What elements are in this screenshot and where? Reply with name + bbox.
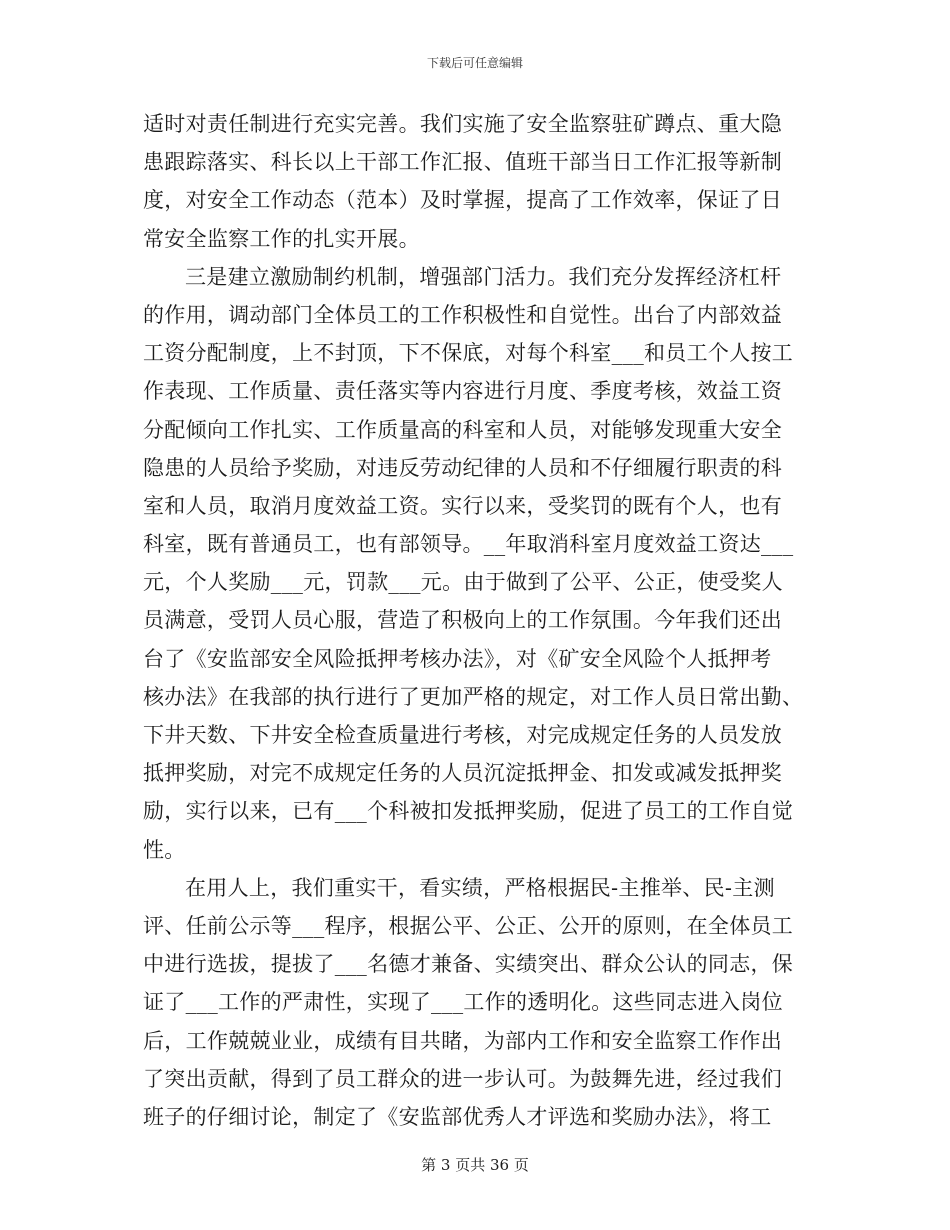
paragraph-2-line: 抵押奖励，对完不成规定任务的人员沉淀抵押金、扣发或减发抵押奖 — [143, 761, 782, 786]
paragraph-2-line: 工资分配制度，上不封顶，下不保底，对每个科室___和员工个人按工 — [143, 341, 794, 366]
paragraph-2-line: 隐患的人员给予奖励，对违反劳动纪律的人员和不仔细履行职责的科 — [143, 455, 782, 480]
paragraph-2-line: 的作用，调动部门全体员工的工作积极性和自觉性。出台了内部效益 — [143, 302, 782, 327]
paragraph-2-line: 科室，既有普通员工，也有部领导。__年取消科室月度效益工资达___ — [143, 532, 794, 557]
paragraph-2-line: 元，个人奖励___元，罚款___元。由于做到了公平、公正，使受奖人 — [143, 570, 783, 595]
paragraph-2-line: 室和人员，取消月度效益工资。实行以来，受奖罚的既有个人，也有 — [143, 493, 782, 518]
paragraph-2-line: 三是建立激励制约机制，增强部门活力。我们充分发挥经济杠杆 — [185, 264, 782, 289]
paragraph-1-line: 患跟踪落实、科长以上干部工作汇报、值班干部当日工作汇报等新制 — [143, 150, 782, 175]
paragraph-3-line: 班子的仔细讨论，制定了《安监部优秀人才评选和奖励办法》，将工 — [143, 1104, 772, 1129]
page-footer: 第 3 页共 36 页 — [421, 1156, 529, 1174]
paragraph-3-line: 了突出贡献，得到了员工群众的进一步认可。为鼓舞先进，经过我们 — [143, 1066, 782, 1091]
paragraph-3-line: 后，工作兢兢业业，成绩有目共睹，为部内工作和安全监察工作作出 — [143, 1028, 782, 1053]
document-body — [143, 105, 805, 1136]
paragraph-2-line: 员满意，受罚人员心服，营造了积极向上的工作氛围。今年我们还出 — [143, 608, 782, 633]
paragraph-2-line: 作表现、工作质量、责任落实等内容进行月度、季度考核，效益工资 — [143, 379, 782, 404]
paragraph-1-line: 度，对安全工作动态（范本）及时掌握，提高了工作效率，保证了日 — [143, 188, 782, 213]
paragraph-3-line: 中进行选拔，提拔了___名德才兼备、实绩突出、群众公认的同志，保 — [143, 952, 794, 977]
paragraph-2-line: 核办法》在我部的执行进行了更加严格的规定，对工作人员日常出勤、 — [143, 684, 804, 709]
paragraph-2-line: 下井天数、下井安全检查质量进行考核，对完成规定任务的人员发放 — [143, 723, 782, 747]
paragraph-2-line: 台了《安监部安全风险抵押考核办法》，对《矿安全风险个人抵押考 — [143, 646, 772, 671]
paragraph-3-line: 在用人上，我们重实干，看实绩，严格根据民-主推举、民-主测 — [185, 875, 775, 900]
page-header: 下载后可任意编辑 — [426, 56, 523, 70]
paragraph-1-line: 常安全监察工作的扎实开展。 — [143, 226, 420, 251]
paragraph-3-line: 评、任前公示等___程序，根据公平、公正、公开的原则，在全体员工 — [143, 913, 794, 938]
paragraph-1-line: 适时对责任制进行充实完善。我们实施了安全监察驻矿蹲点、重大隐 — [143, 112, 782, 136]
paragraph-3-line: 证了___工作的严肃性，实现了___工作的透明化。这些同志进入岗位 — [143, 990, 783, 1015]
paragraph-2-line: 分配倾向工作扎实、工作质量高的科室和人员，对能够发现重大安全 — [143, 417, 782, 442]
paragraph-2-line: 励，实行以来，已有___个科被扣发抵押奖励，促进了员工的工作自觉 — [143, 799, 794, 824]
paragraph-2-line: 性。 — [143, 837, 186, 862]
